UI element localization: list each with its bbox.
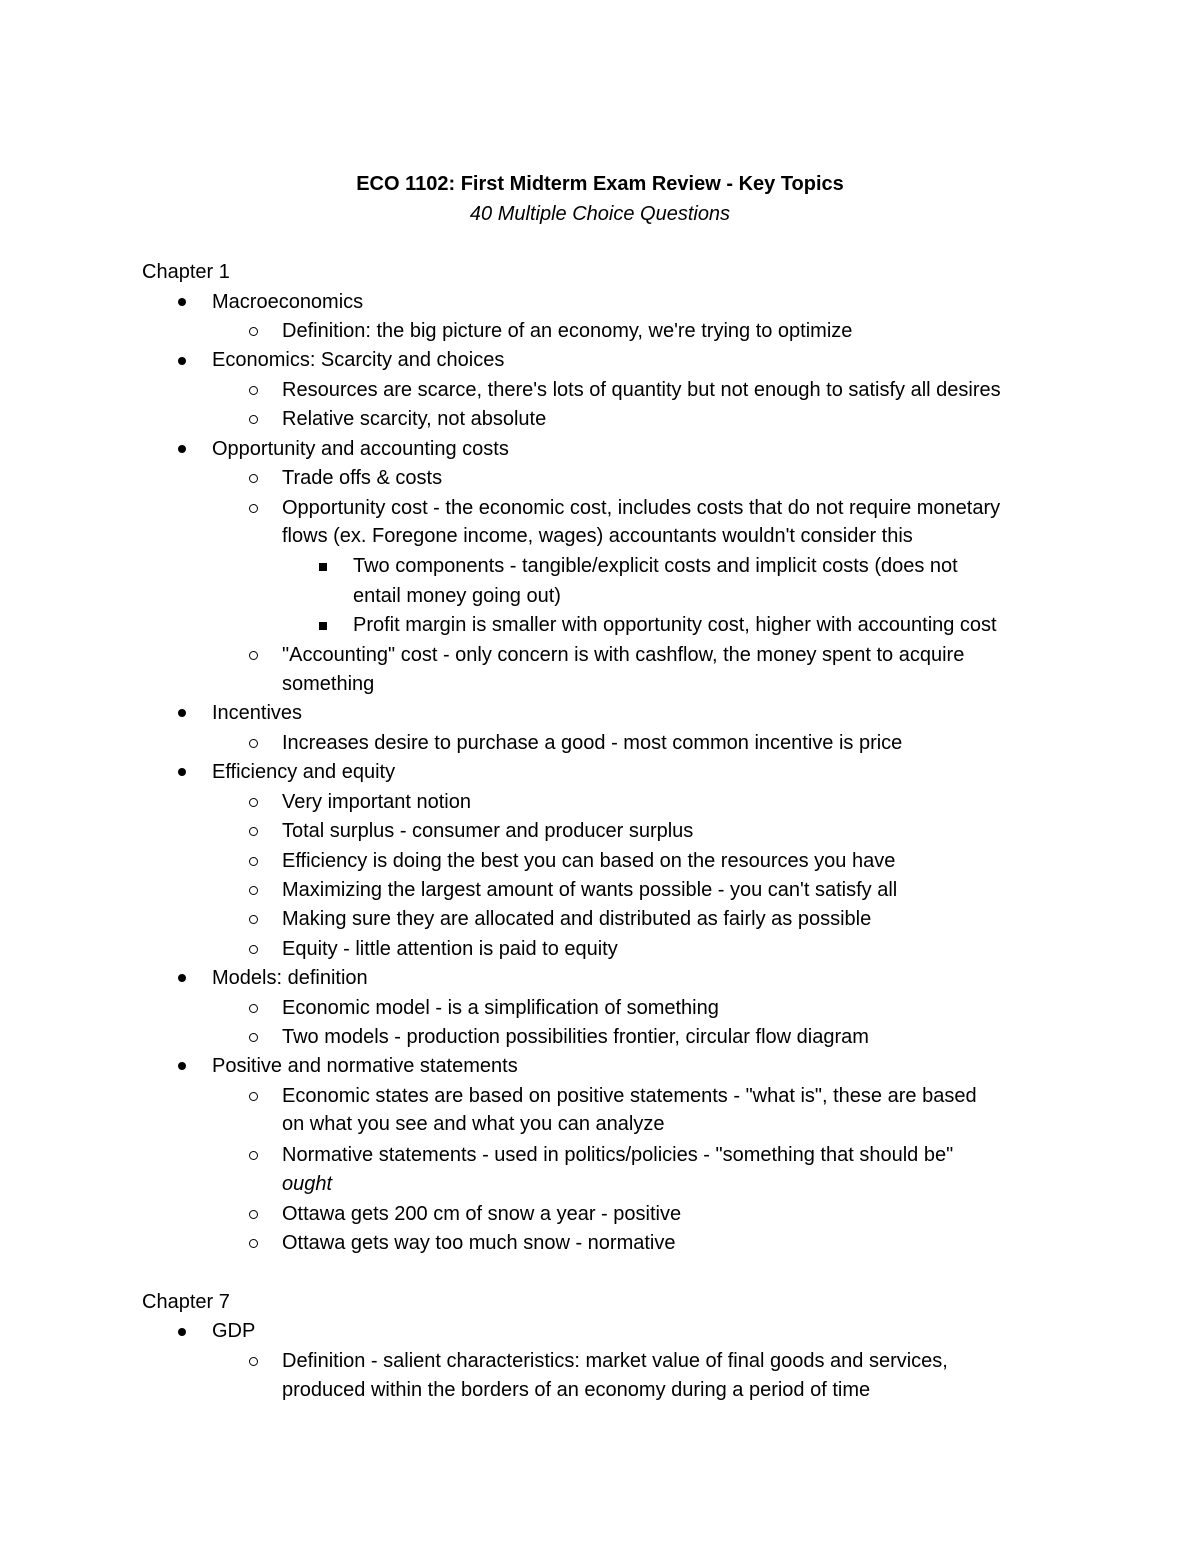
- list-subitem: Economic states are based on positive statements - "what is", these are based: [282, 1085, 977, 1107]
- bullet-circle-icon: [249, 915, 258, 924]
- bullet-dot-icon: [178, 974, 186, 982]
- bullet-circle-icon: [249, 1033, 258, 1042]
- bullet-dot-icon: [178, 445, 186, 453]
- bullet-circle-icon: [249, 415, 258, 424]
- bullet-circle-icon: [249, 1004, 258, 1013]
- bullet-circle-icon: [249, 798, 258, 807]
- bullet-circle-icon: [249, 857, 258, 866]
- bullet-dot-icon: [178, 768, 186, 776]
- bullet-circle-icon: [249, 1210, 258, 1219]
- bullet-circle-icon: [249, 739, 258, 748]
- list-subitem: Maximizing the largest amount of wants possible - you can't satisfy all: [282, 879, 898, 901]
- bullet-circle-icon: [249, 827, 258, 836]
- bullet-circle-icon: [249, 1151, 258, 1160]
- bullet-circle-icon: [249, 386, 258, 395]
- list-subitem: Two models - production possibilities frontier, circular flow diagram: [282, 1026, 869, 1048]
- list-subitem-continued: flows (ex. Foregone income, wages) accountants wouldn't consider this: [282, 525, 913, 547]
- list-subitem: Increases desire to purchase a good - most common incentive is price: [282, 732, 903, 754]
- list-subitem-continued: something: [282, 673, 375, 695]
- bullet-circle-icon: [249, 886, 258, 895]
- list-subitem: "Accounting" cost - only concern is with cashflow, the money spent to acquire: [282, 644, 965, 666]
- list-subitem: Total surplus - consumer and producer surplus: [282, 820, 694, 842]
- list-subsubitem-continued: entail money going out): [353, 585, 561, 607]
- list-subitem: Resources are scarce, there's lots of quantity but not enough to satisfy all desires: [282, 379, 1001, 401]
- bullet-dot-icon: [178, 298, 186, 306]
- list-item: Opportunity and accounting costs: [212, 438, 509, 460]
- bullet-dot-icon: [178, 709, 186, 717]
- list-subitem: Ottawa gets way too much snow - normative: [282, 1232, 676, 1254]
- chapter-heading: Chapter 1: [142, 261, 230, 283]
- list-subitem: Making sure they are allocated and distributed as fairly as possible: [282, 908, 872, 930]
- list-subitem: Efficiency is doing the best you can based on the resources you have: [282, 850, 896, 872]
- list-item: GDP: [212, 1320, 256, 1342]
- document-title: ECO 1102: First Midterm Exam Review - Key Topics: [356, 173, 844, 195]
- bullet-circle-icon: [249, 651, 258, 660]
- bullet-circle-icon: [249, 1357, 258, 1366]
- list-subitem-continued-italic: ought: [282, 1173, 333, 1195]
- bullet-square-icon: [319, 622, 327, 630]
- list-subitem: Normative statements - used in politics/policies - "something that should be": [282, 1144, 954, 1166]
- bullet-circle-icon: [249, 327, 258, 336]
- bullet-circle-icon: [249, 1092, 258, 1101]
- document-subtitle: 40 Multiple Choice Questions: [469, 203, 731, 225]
- list-subitem: Trade offs & costs: [282, 467, 443, 489]
- list-subitem: Definition: the big picture of an economy, we're trying to optimize: [282, 320, 853, 342]
- list-item: Economics: Scarcity and choices: [212, 349, 505, 371]
- bullet-circle-icon: [249, 945, 258, 954]
- bullet-circle-icon: [249, 474, 258, 483]
- list-item: Models: definition: [212, 967, 368, 989]
- list-subitem: Relative scarcity, not absolute: [282, 408, 547, 430]
- list-item: Positive and normative statements: [212, 1055, 518, 1077]
- chapter-heading: Chapter 7: [142, 1291, 230, 1313]
- list-subsubitem: Profit margin is smaller with opportunity cost, higher with accounting cost: [353, 614, 997, 636]
- list-subitem: Equity - little attention is paid to equity: [282, 938, 618, 960]
- list-item: Incentives: [212, 702, 303, 724]
- bullet-dot-icon: [178, 357, 186, 365]
- list-subitem-continued: on what you see and what you can analyze: [282, 1113, 665, 1135]
- bullet-square-icon: [319, 563, 327, 571]
- list-subsubitem: Two components - tangible/explicit costs and implicit costs (does not: [353, 555, 958, 577]
- bullet-circle-icon: [249, 1239, 258, 1248]
- list-subitem-continued: produced within the borders of an economy during a period of time: [282, 1379, 871, 1401]
- list-item: Macroeconomics: [212, 291, 364, 313]
- bullet-circle-icon: [249, 504, 258, 513]
- bullet-dot-icon: [178, 1328, 186, 1336]
- list-subitem: Very important notion: [282, 791, 471, 813]
- list-subitem: Economic model - is a simplification of something: [282, 997, 719, 1019]
- list-subitem: Definition - salient characteristics: market value of final goods and services,: [282, 1350, 948, 1372]
- list-subitem: Opportunity cost - the economic cost, includes costs that do not require monetary: [282, 497, 1001, 519]
- list-subitem: Ottawa gets 200 cm of snow a year - positive: [282, 1203, 682, 1225]
- list-item: Efficiency and equity: [212, 761, 396, 783]
- bullet-dot-icon: [178, 1062, 186, 1070]
